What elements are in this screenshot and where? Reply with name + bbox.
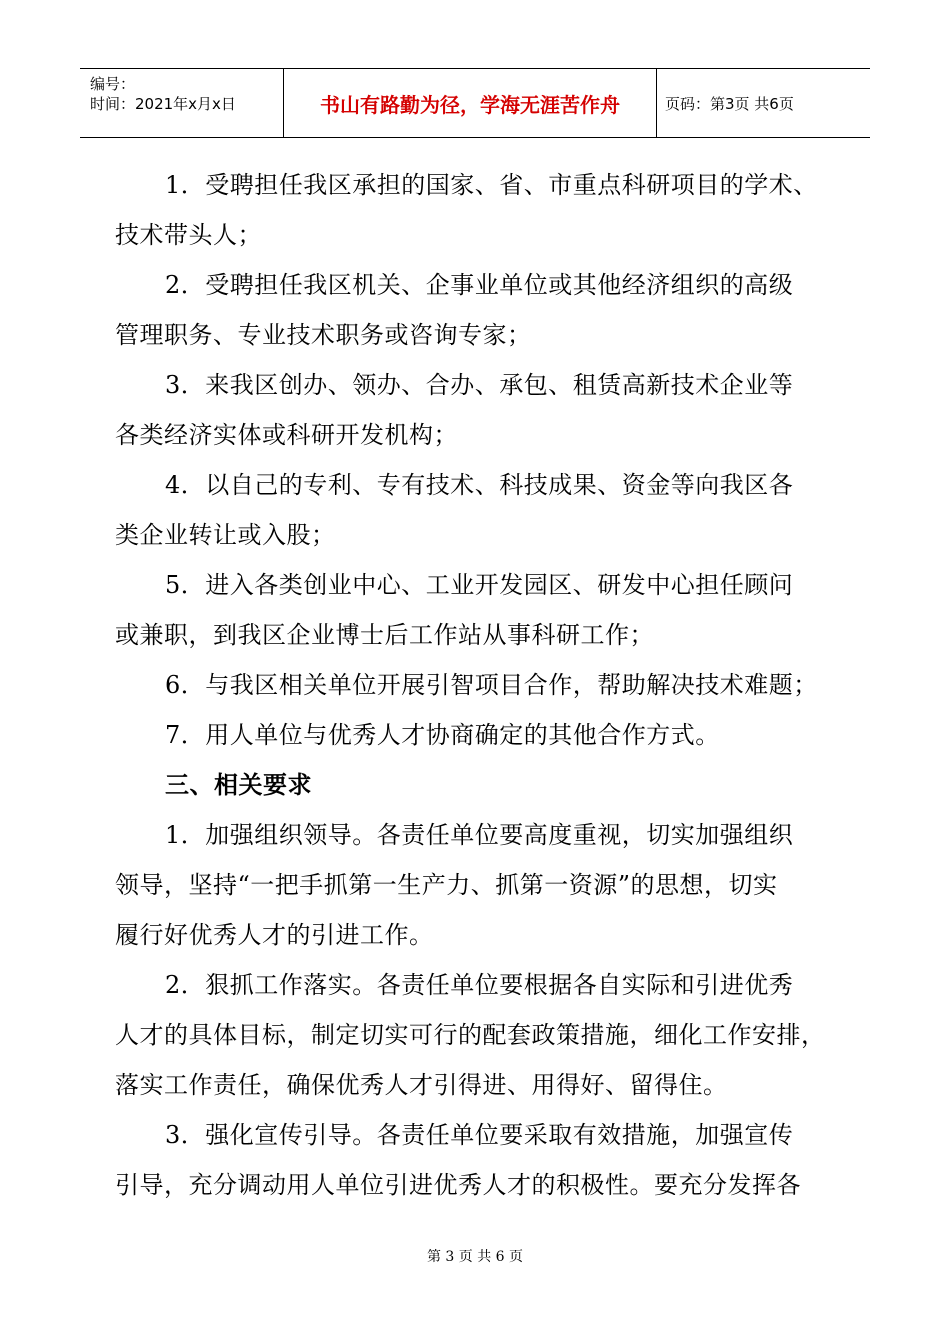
document-number-label: 编号： — [90, 75, 136, 93]
body-text-line: 管理职务、专业技术职务或咨询专家； — [115, 321, 532, 349]
page-footer: 第 3 页 共 6 页 — [426, 1249, 524, 1265]
body-text-line: 领导，坚持“一把手抓第一生产力、抓第一资源”的思想，切实 — [115, 871, 778, 899]
body-text-line: 1．加强组织领导。各责任单位要高度重视，切实加强组织 — [165, 821, 794, 849]
body-text-line: 技术带头人； — [115, 221, 262, 249]
header-meta — [80, 69, 283, 137]
body-text-line: 各类经济实体或科研开发机构； — [115, 421, 458, 449]
section-heading: 三、相关要求 — [165, 771, 312, 799]
body-text-line: 2．受聘担任我区机关、企事业单位或其他经济组织的高级 — [165, 271, 794, 299]
header-page-info: 页码：第3页 共6页 — [665, 94, 794, 113]
body-text-line: 落实工作责任，确保优秀人才引得进、用得好、留得住。 — [115, 1071, 728, 1099]
body-text-line: 类企业转让或入股； — [115, 521, 336, 549]
body-text-line: 4．以自己的专利、专有技术、科技成果、资金等向我区各 — [165, 471, 794, 499]
header-motto: 书山有路勤为径，学海无涯苦作舟 — [283, 69, 657, 137]
body-text-line: 人才的具体目标，制定切实可行的配套政策措施，细化工作安排， — [115, 1021, 826, 1049]
body-text-line: 1．受聘担任我区承担的国家、省、市重点科研项目的学术、 — [165, 171, 818, 199]
body-text-line: 履行好优秀人才的引进工作。 — [115, 921, 434, 949]
body-text-line: 5．进入各类创业中心、工业开发园区、研发中心担任顾问 — [165, 571, 794, 599]
body-text-line: 3．强化宣传引导。各责任单位要采取有效措施，加强宣传 — [165, 1121, 794, 1149]
body-text-line: 3．来我区创办、领办、合办、承包、租赁高新技术企业等 — [165, 371, 794, 399]
body-text-line: 6．与我区相关单位开展引智项目合作，帮助解决技术难题； — [165, 671, 818, 699]
body-text-line: 或兼职，到我区企业博士后工作站从事科研工作； — [115, 621, 654, 649]
body-text-line: 7．用人单位与优秀人才协商确定的其他合作方式。 — [165, 721, 720, 749]
body-text-line: 引导，充分调动用人单位引进优秀人才的积极性。要充分发挥各 — [115, 1171, 801, 1199]
body-text-line: 2．狠抓工作落实。各责任单位要根据各自实际和引进优秀 — [165, 971, 794, 999]
page-header — [80, 68, 870, 138]
document-time-label: 时间：2021年x月x日 — [90, 95, 236, 113]
document-body — [115, 160, 830, 1210]
